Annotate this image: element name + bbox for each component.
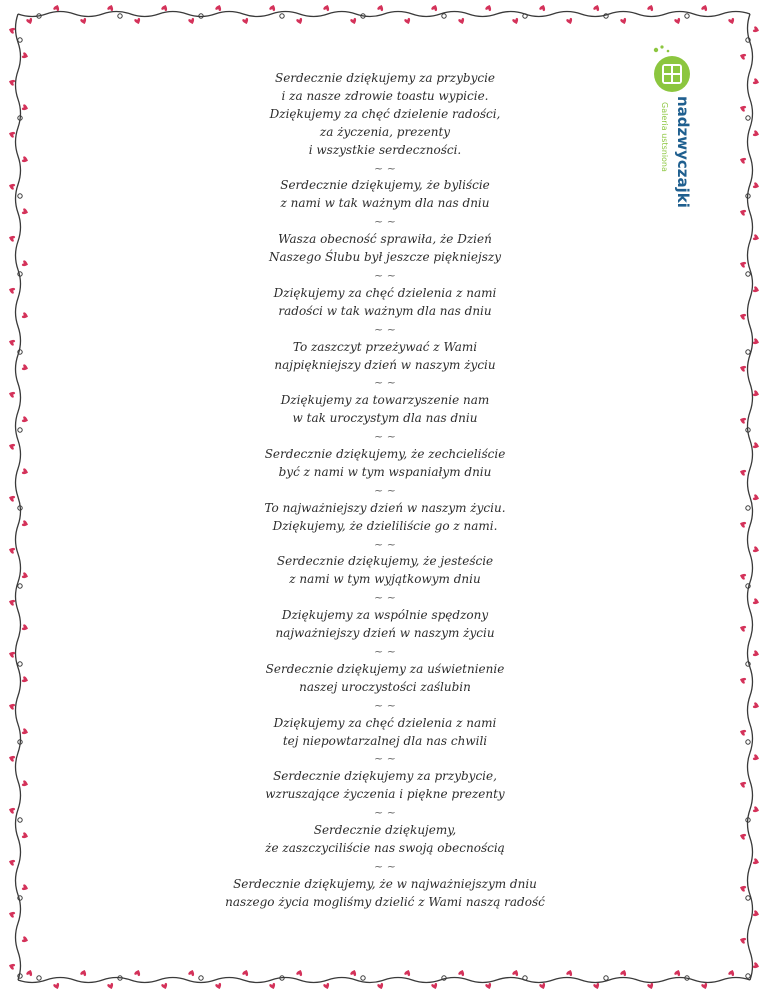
heart-icon: [8, 599, 15, 606]
vine-curl: [18, 38, 22, 42]
heart-icon: [22, 520, 29, 527]
heart-icon: [22, 52, 29, 59]
heart-icon: [215, 983, 222, 990]
verse-line: Dziękujemy, że dzieliliście go z nami.: [272, 518, 498, 533]
verse-line: Serdecznie dziękujemy za przybycie,: [273, 769, 497, 784]
vine-curl: [18, 584, 22, 588]
verse-line: Serdecznie dziękujemy, że w najważniejszym dniu: [233, 876, 537, 891]
heart-icon: [296, 18, 303, 25]
heart-icon: [8, 547, 15, 554]
heart-icon: [512, 969, 519, 976]
heart-icon: [739, 781, 746, 788]
heart-icon: [22, 624, 29, 631]
heart-icon: [215, 4, 222, 11]
verse-separator: ~ ~: [374, 591, 396, 605]
verse-line: Serdecznie dziękujemy, że jesteście: [276, 554, 494, 569]
vine-curl: [746, 350, 750, 354]
heart-icon: [674, 18, 681, 25]
vine-curl: [442, 14, 446, 18]
heart-icon: [22, 156, 29, 163]
verse-line: być z nami w tym wspaniałym dniu: [278, 464, 492, 479]
verse-line: Wasza obecność sprawiła, że Dzień: [278, 232, 492, 247]
verse-line: najważniejszy dzień w naszym życiu: [275, 626, 495, 641]
vine-curl: [746, 116, 750, 120]
heart-icon: [739, 365, 746, 372]
heart-icon: [485, 983, 492, 990]
heart-icon: [739, 729, 746, 736]
verse-separator: ~ ~: [374, 161, 396, 175]
verse-separator: ~ ~: [374, 376, 396, 390]
heart-icon: [22, 416, 29, 423]
heart-icon: [26, 969, 33, 976]
heart-icon: [22, 728, 29, 735]
vine-curl: [746, 740, 750, 744]
vine-curl: [18, 428, 22, 432]
heart-icon: [739, 417, 746, 424]
verse-line: Dziękujemy za towarzyszenie nam: [280, 393, 490, 408]
heart-icon: [728, 18, 735, 25]
heart-icon: [674, 969, 681, 976]
heart-icon: [22, 104, 29, 111]
verse-separator: ~ ~: [374, 537, 396, 551]
heart-icon: [739, 833, 746, 840]
heart-icon: [753, 702, 760, 709]
verse-line: radości w tak ważnym dla nas dniu: [278, 303, 492, 318]
verse-line: Serdecznie dziękujemy, że byliście: [280, 178, 490, 193]
heart-icon: [753, 442, 760, 449]
vine-curl: [199, 976, 203, 980]
heart-icon: [404, 18, 411, 25]
heart-icon: [107, 983, 114, 990]
verse-line: za życzenia, prezenty: [319, 124, 451, 139]
heart-icon: [22, 936, 29, 943]
heart-icon: [22, 312, 29, 319]
heart-icon: [753, 78, 760, 85]
heart-icon: [753, 26, 760, 33]
heart-icon: [323, 4, 330, 11]
heart-icon: [753, 286, 760, 293]
heart-icon: [739, 157, 746, 164]
heart-icon: [22, 884, 29, 891]
verse-separator: ~ ~: [374, 483, 396, 497]
heart-icon: [647, 983, 654, 990]
brand-logo-tagline: Galeria ustsniona: [660, 102, 669, 172]
heart-icon: [8, 911, 15, 918]
verse-separator: ~ ~: [374, 215, 396, 229]
heart-icon: [22, 468, 29, 475]
vine-curl: [361, 976, 365, 980]
heart-icon: [753, 130, 760, 137]
verse-separator: ~ ~: [374, 859, 396, 873]
heart-icon: [753, 546, 760, 553]
heart-icon: [739, 313, 746, 320]
heart-icon: [8, 27, 15, 34]
verse-separator: ~ ~: [374, 268, 396, 282]
verse-line: w tak uroczystym dla nas dniu: [292, 411, 478, 426]
heart-icon: [701, 983, 708, 990]
heart-icon: [8, 495, 15, 502]
heart-icon: [8, 651, 15, 658]
heart-icon: [8, 391, 15, 398]
verse-separator: ~ ~: [374, 322, 396, 336]
heart-icon: [728, 969, 735, 976]
verse-line: Dziękujemy za chęć dzielenie radości,: [269, 106, 501, 121]
heart-icon: [566, 969, 573, 976]
vine-curl: [18, 662, 22, 666]
heart-icon: [22, 832, 29, 839]
heart-icon: [701, 4, 708, 11]
heart-icon: [566, 18, 573, 25]
verse-line: naszej uroczystości zaślubin: [299, 679, 471, 694]
heart-icon: [753, 338, 760, 345]
heart-icon: [22, 364, 29, 371]
heart-icon: [80, 18, 87, 25]
heart-icon: [8, 963, 15, 970]
heart-icon: [739, 625, 746, 632]
verse-separator: ~ ~: [374, 698, 396, 712]
heart-icon: [377, 4, 384, 11]
heart-icon: [161, 4, 168, 11]
heart-icon: [739, 885, 746, 892]
vine-curl: [685, 14, 689, 18]
heart-icon: [431, 4, 438, 11]
verse-line: Naszego Ślubu był jeszcze piękniejszy: [269, 250, 501, 265]
heart-icon: [753, 962, 760, 969]
heart-icon: [242, 18, 249, 25]
heart-icon: [739, 261, 746, 268]
verse-line: Dziękujemy za chęć dzielenia z nami: [273, 715, 497, 730]
vine-stem: [18, 978, 750, 983]
heart-icon: [8, 131, 15, 138]
heart-icon: [134, 18, 141, 25]
heart-icon: [739, 677, 746, 684]
heart-icon: [22, 208, 29, 215]
verse-line: naszego życia mogliśmy dzielić z Wami naszą radość: [225, 894, 545, 909]
thank-you-verses: [200, 70, 570, 912]
heart-icon: [80, 969, 87, 976]
vine-curl: [746, 974, 750, 978]
heart-icon: [53, 983, 60, 990]
heart-icon: [107, 4, 114, 11]
heart-icon: [8, 183, 15, 190]
verse-line: z nami w tak ważnym dla nas dniu: [280, 196, 490, 211]
verse-line: To zaszczyt przeżywać z Wami: [292, 339, 478, 354]
heart-icon: [8, 807, 15, 814]
heart-icon: [8, 859, 15, 866]
heart-icon: [539, 983, 546, 990]
heart-icon: [620, 18, 627, 25]
vine-curl: [746, 272, 750, 276]
heart-icon: [753, 390, 760, 397]
heart-icon: [22, 780, 29, 787]
heart-icon: [753, 806, 760, 813]
verse-line: To najważniejszy dzień w naszym życiu.: [264, 500, 506, 515]
heart-icon: [512, 18, 519, 25]
heart-icon: [8, 703, 15, 710]
heart-icon: [161, 983, 168, 990]
heart-icon: [739, 105, 746, 112]
heart-icon: [8, 755, 15, 762]
heart-icon: [269, 4, 276, 11]
heart-icon: [753, 494, 760, 501]
heart-icon: [350, 18, 357, 25]
heart-icon: [323, 983, 330, 990]
heart-icon: [8, 339, 15, 346]
heart-icon: [8, 235, 15, 242]
verse-line: z nami w tym wyjątkowym dniu: [289, 572, 481, 587]
vine-stem: [18, 12, 750, 17]
heart-icon: [188, 969, 195, 976]
heart-icon: [404, 969, 411, 976]
heart-icon: [739, 573, 746, 580]
heart-icon: [26, 18, 33, 25]
verse-line: Dziękujemy za chęć dzielenia z nami: [273, 285, 497, 300]
brand-logo-wordmark: nadzwyczajki: [674, 96, 692, 208]
brand-logo: [648, 44, 708, 208]
vine-curl: [280, 14, 284, 18]
heart-icon: [593, 983, 600, 990]
vine-stem: [748, 14, 753, 980]
heart-icon: [377, 983, 384, 990]
heart-icon: [350, 969, 357, 976]
heart-icon: [753, 858, 760, 865]
heart-icon: [134, 969, 141, 976]
heart-icon: [53, 4, 60, 11]
heart-icon: [539, 4, 546, 11]
heart-icon: [22, 676, 29, 683]
verse-line: tej niepowtarzalnej dla nas chwili: [282, 733, 488, 748]
verse-line: Serdecznie dziękujemy za uświetnienie: [265, 661, 505, 676]
verse-line: Serdecznie dziękujemy, że zechcieliście: [264, 447, 506, 462]
heart-icon: [739, 937, 746, 944]
verse-separator: ~ ~: [374, 752, 396, 766]
vine-curl: [118, 14, 122, 18]
heart-icon: [753, 182, 760, 189]
vine-curl: [746, 506, 750, 510]
verse-separator: ~ ~: [374, 430, 396, 444]
heart-icon: [647, 4, 654, 11]
heart-icon: [458, 969, 465, 976]
heart-icon: [458, 18, 465, 25]
vine-curl: [37, 976, 41, 980]
heart-icon: [620, 969, 627, 976]
verse-line: Serdecznie dziękujemy,: [313, 823, 457, 838]
heart-icon: [22, 572, 29, 579]
heart-icon: [739, 521, 746, 528]
heart-icon: [8, 443, 15, 450]
vine-curl: [604, 976, 608, 980]
heart-icon: [296, 969, 303, 976]
heart-icon: [753, 598, 760, 605]
heart-icon: [753, 650, 760, 657]
heart-icon: [753, 910, 760, 917]
heart-icon: [8, 79, 15, 86]
heart-icon: [188, 18, 195, 25]
verse-line: Serdecznie dziękujemy za przybycie: [274, 71, 496, 85]
heart-icon: [242, 969, 249, 976]
verse-line: i za nasze zdrowie toastu wypicie.: [281, 88, 489, 103]
heart-icon: [485, 4, 492, 11]
vine-curl: [746, 896, 750, 900]
heart-icon: [739, 209, 746, 216]
vine-curl: [18, 194, 22, 198]
vine-curl: [18, 818, 22, 822]
heart-icon: [8, 287, 15, 294]
verse-separator: ~ ~: [374, 806, 396, 820]
heart-icon: [739, 469, 746, 476]
heart-icon: [753, 234, 760, 241]
heart-icon: [739, 53, 746, 60]
heart-icon: [269, 983, 276, 990]
verse-line: że zaszczyciliście nas swoją obecnością: [265, 840, 505, 855]
vine-stem: [16, 14, 21, 980]
verse-line: wzruszające życzenia i piękne prezenty: [265, 787, 505, 802]
heart-icon: [593, 4, 600, 11]
verse-line: Dziękujemy za wspólnie spędzony: [281, 608, 489, 623]
heart-icon: [22, 260, 29, 267]
verse-line: i wszystkie serdeczności.: [308, 142, 462, 157]
verse-separator: ~ ~: [374, 645, 396, 658]
verse-line: najpiękniejszy dzień w naszym życiu: [274, 357, 496, 372]
heart-icon: [431, 983, 438, 990]
heart-icon: [753, 754, 760, 761]
